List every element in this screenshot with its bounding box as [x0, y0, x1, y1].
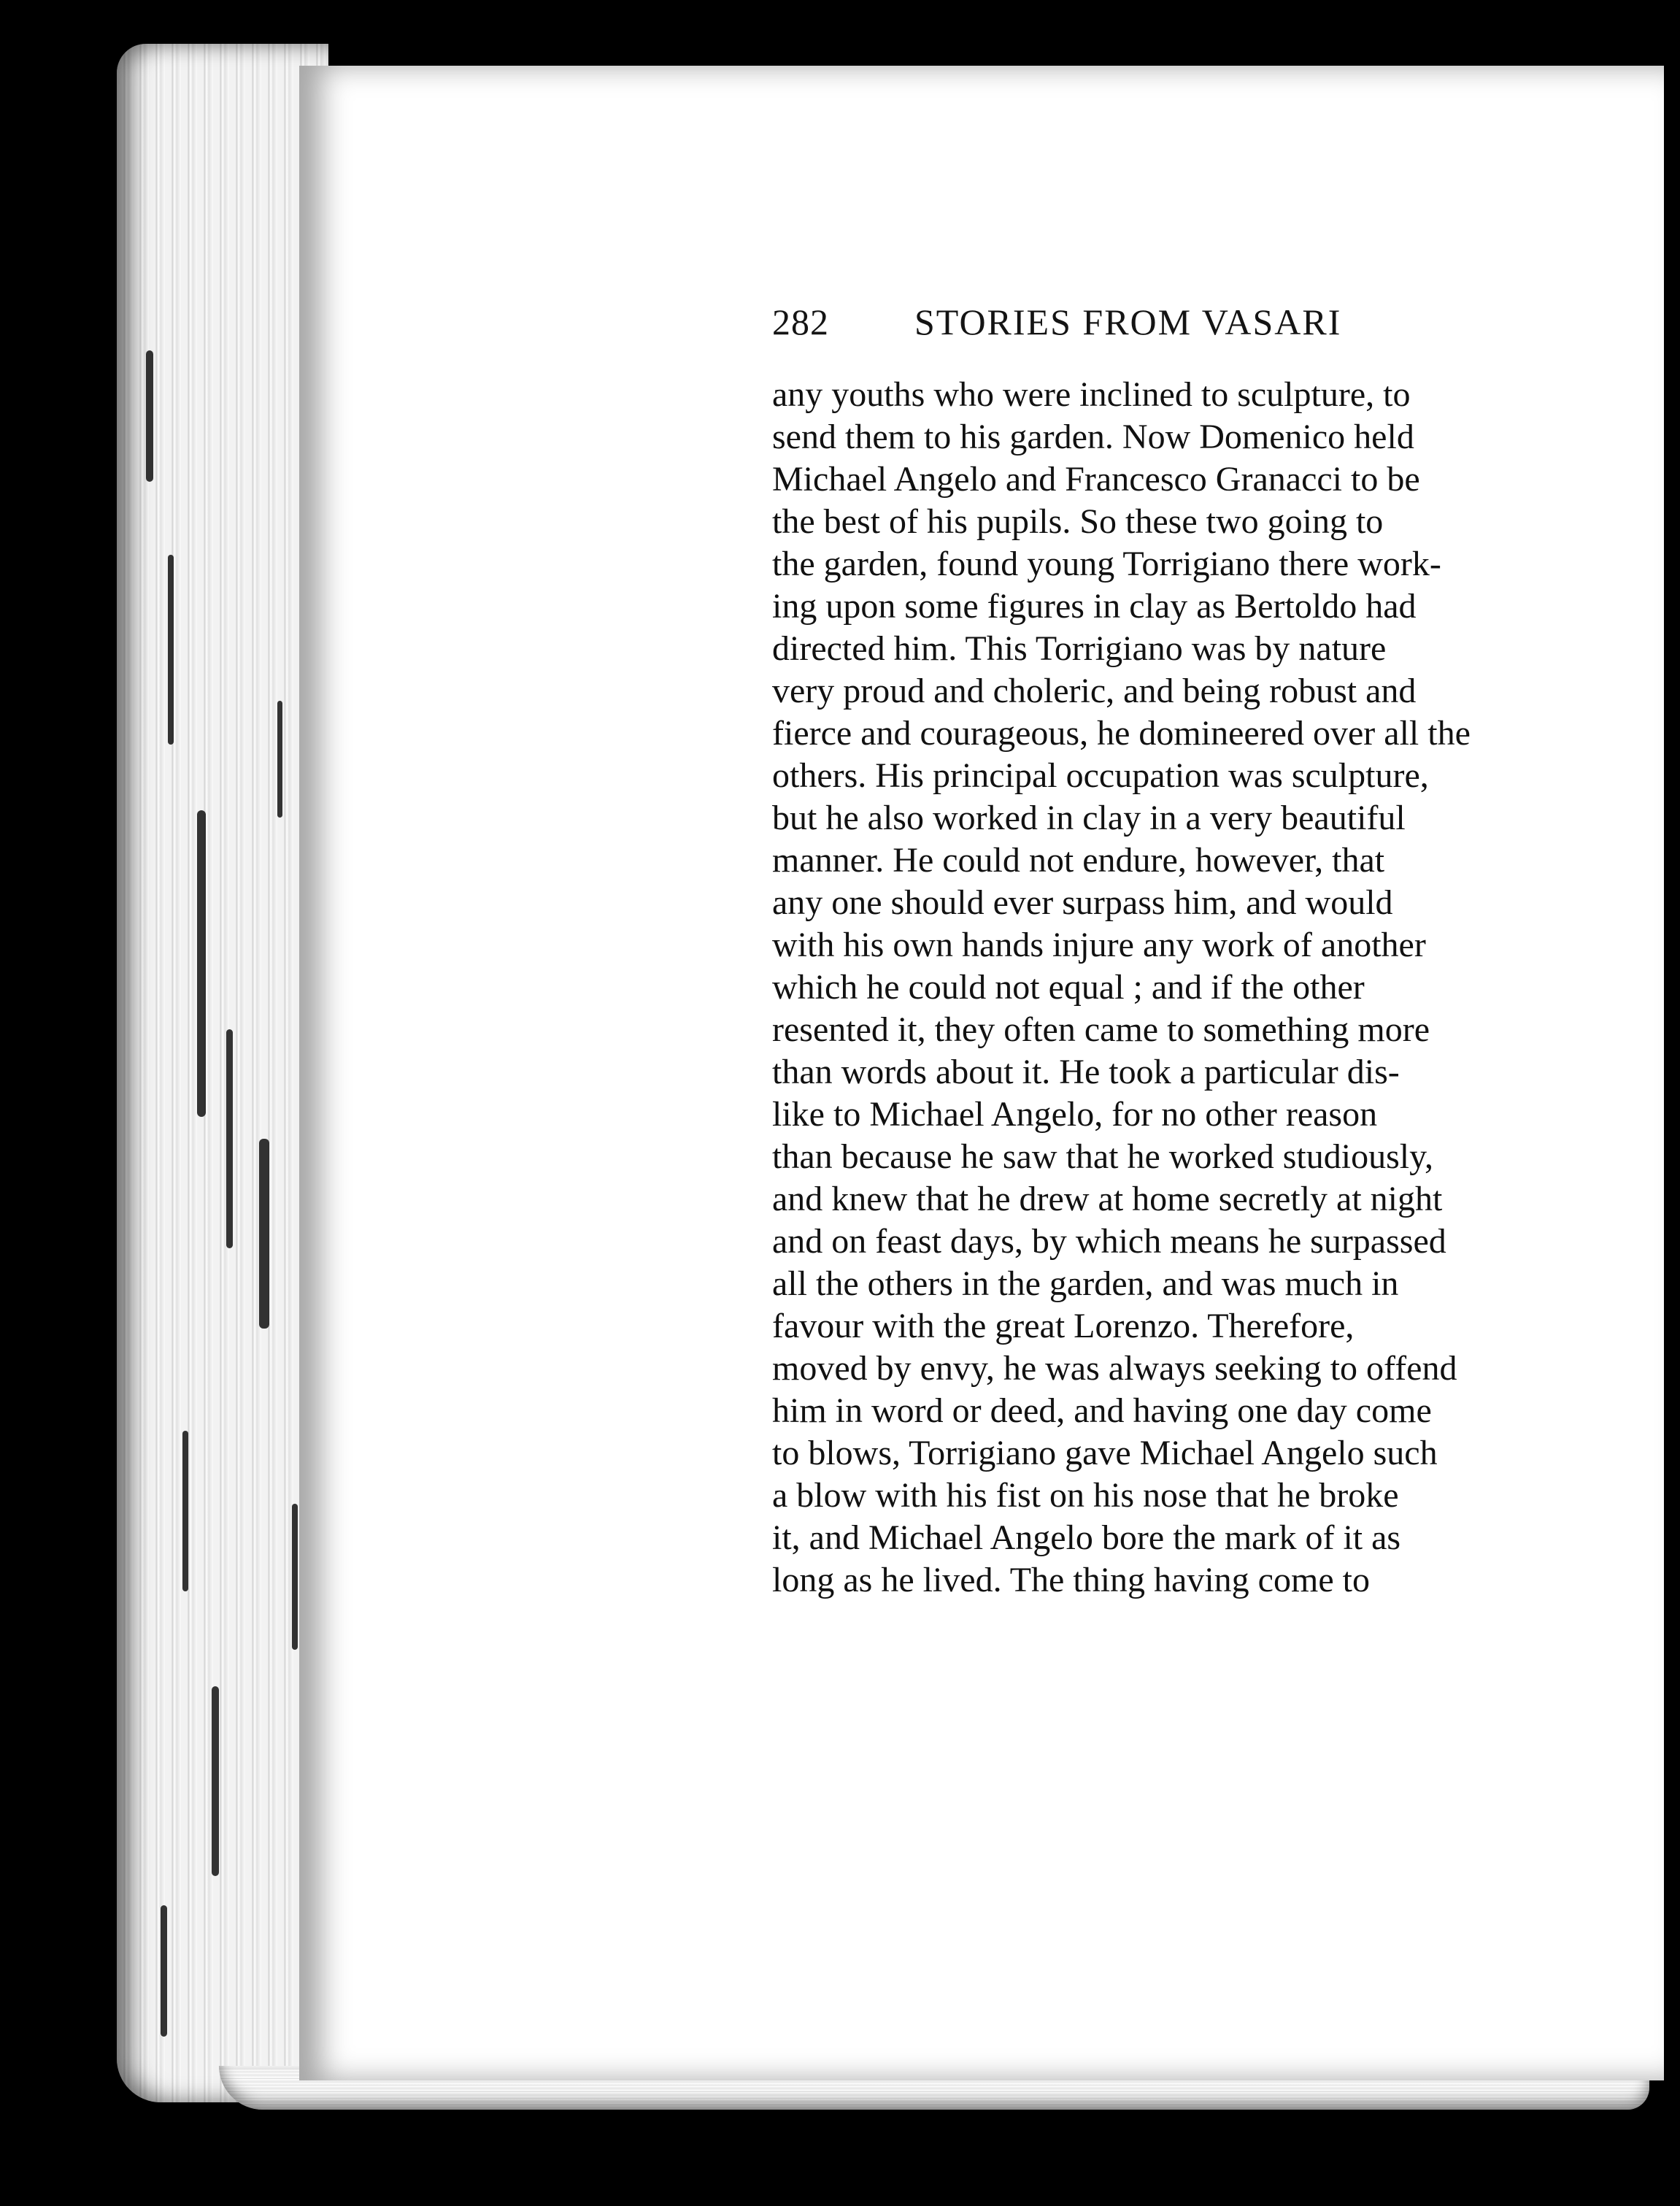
text-line: fierce and courageous, he domineered over all the	[772, 714, 1471, 753]
body-text	[772, 374, 1519, 1602]
text-line: manner. He could not endure, however, that	[772, 841, 1385, 880]
text-line: others. His principal occupation was sculpture,	[772, 756, 1429, 795]
text-line: directed him. This Torrigiano was by nature	[772, 629, 1387, 668]
text-line: any one should ever surpass him, and would	[772, 883, 1393, 922]
text-line: but he also worked in clay in a very beautiful	[772, 799, 1406, 837]
text-line: than words about it. He took a particular dis-	[772, 1053, 1400, 1091]
text-line: and on feast days, by which means he surpassed	[772, 1222, 1446, 1261]
text-line: Michael Angelo and Francesco Granacci to be	[772, 460, 1420, 499]
running-head	[772, 301, 1519, 352]
page-number: 282	[772, 301, 829, 342]
text-line: with his own hands injure any work of another	[772, 926, 1426, 964]
text-line: to blows, Torrigiano gave Michael Angelo such	[772, 1434, 1438, 1472]
text-line: send them to his garden. Now Domenico held	[772, 418, 1414, 456]
text-line: very proud and choleric, and being robust and	[772, 672, 1417, 710]
running-title: STORIES FROM VASARI	[914, 301, 1342, 342]
text-line: than because he saw that he worked studiously,	[772, 1137, 1433, 1176]
text-line: it, and Michael Angelo bore the mark of it as	[772, 1518, 1401, 1557]
text-line: all the others in the garden, and was much in	[772, 1264, 1399, 1303]
book-fore-edge	[117, 44, 328, 2102]
text-line: any youths who were inclined to sculpture, to	[772, 375, 1411, 414]
text-line: the garden, found young Torrigiano there work-	[772, 545, 1441, 583]
text-line: ing upon some figures in clay as Bertoldo had	[772, 587, 1417, 626]
text-line: and knew that he drew at home secretly at night	[772, 1180, 1443, 1218]
text-line: him in word or deed, and having one day come	[772, 1391, 1432, 1430]
text-line: which he could not equal ; and if the other	[772, 968, 1365, 1007]
text-line: a blow with his fist on his nose that he broke	[772, 1476, 1399, 1515]
text-line: resented it, they often came to something more	[772, 1010, 1430, 1049]
text-line: moved by envy, he was always seeking to offend	[772, 1349, 1457, 1388]
text-line: favour with the great Lorenzo. Therefore,	[772, 1307, 1355, 1345]
text-line: the best of his pupils. So these two going to	[772, 502, 1384, 541]
text-line: long as he lived. The thing having come to	[772, 1561, 1370, 1599]
text-line: like to Michael Angelo, for no other reason	[772, 1095, 1378, 1134]
